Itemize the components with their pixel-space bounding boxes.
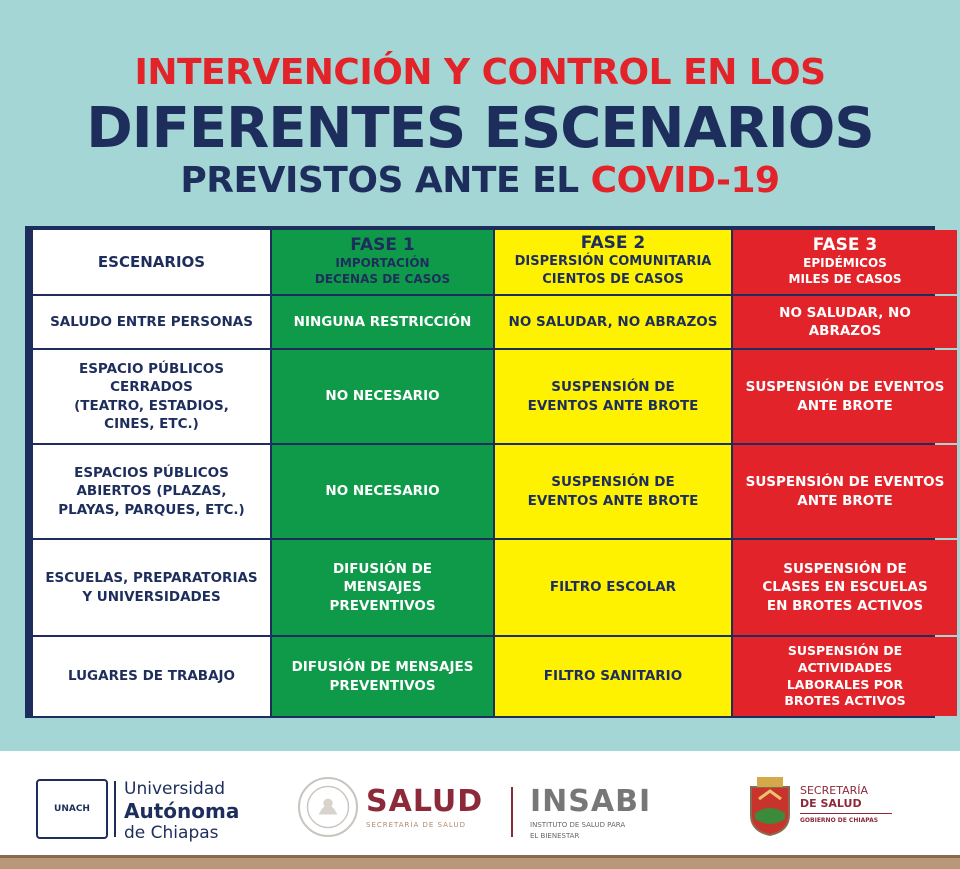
header-fase-1 [272,230,493,294]
row-2-fase-1-line: NO NECESARIO [325,388,440,405]
unach-seal-logo [36,779,108,839]
row-4-fase-3-line: CLASES EN ESCUELAS [762,579,928,596]
chiapas-secretaria-wordmark [800,784,892,825]
row-3-fase-1 [272,445,493,538]
row-2-fase-1 [272,350,493,443]
row-5-fase-2-line: FILTRO SANITARIO [543,668,683,685]
footer-logos [0,751,960,855]
fase-1-cases: DECENAS DE CASOS [314,272,451,287]
row-1-fase-3 [733,296,957,348]
row-2-scenario-line: CINES, ETC.) [104,415,199,432]
salud-wordmark [366,784,483,829]
row-5-fase-3-line: LABORALES POR [786,676,904,692]
row-1-fase-2-line: NO SALUDAR, NO ABRAZOS [508,313,718,330]
row-4-fase-3-line: EN BROTES ACTIVOS [766,597,924,614]
row-4-fase-1 [272,540,493,635]
row-3-fase-3 [733,445,957,538]
chiapas-line-1: SECRETARÍA [800,784,869,797]
row-1-scenario [33,296,270,348]
row-1-scenario-line: SALUDO ENTRE PERSONAS [50,313,253,330]
fase-2-cases: CIENTOS DE CASOS [542,272,684,288]
fase-1-title: FASE 1 [350,234,415,255]
fase-2-title: FASE 2 [580,233,646,254]
row-3-scenario-line: ESPACIOS PÚBLICOS [74,465,229,482]
row-2-scenario-line: (TEATRO, ESTADIOS, [74,397,229,414]
phases-table [25,226,945,718]
row-3-fase-2 [495,445,731,538]
fase-3-title: FASE 3 [812,234,878,255]
row-3-fase-2-line: EVENTOS ANTE BROTE [527,492,699,509]
row-2-fase-3-line: SUSPENSIÓN DE EVENTOS [745,379,945,396]
salud-insabi-divider [511,787,513,837]
unach-seal-text: UNACH [54,804,90,814]
unach-line-1: Universidad [124,779,226,799]
chiapas-shield-icon [747,773,793,837]
row-4-scenario [33,540,270,635]
row-2-fase-2-line: SUSPENSIÓN DE [551,379,675,396]
row-4-fase-3 [733,540,957,635]
chiapas-divider [800,813,892,814]
row-4-fase-1-line: MENSAJES [343,579,422,596]
fase-3-subtitle: EPIDÉMICOS [803,255,887,270]
row-5-scenario-line: LUGARES DE TRABAJO [67,668,236,685]
chiapas-line-3: GOBIERNO DE CHIAPAS [800,817,879,825]
row-3-fase-3-line: ANTE BROTE [797,492,893,509]
insabi-subtitle-1: INSTITUTO DE SALUD PARA [530,821,626,829]
row-2-fase-2-line: EVENTOS ANTE BROTE [527,397,699,414]
mexico-seal-icon [298,777,358,837]
header-fase-2 [495,230,731,294]
row-2-fase-2 [495,350,731,443]
row-1-fase-3-line: NO SALUDAR, NO ABRAZOS [779,304,911,339]
row-4-scenario-line: ESCUELAS, PREPARATORIAS [45,570,258,587]
title-line-2: DIFERENTES ESCENARIOS [86,96,874,161]
row-3-fase-3-line: SUSPENSIÓN DE EVENTOS [745,474,945,491]
row-4-scenario-line: Y UNIVERSIDADES [82,588,221,605]
row-3-scenario-line: PLAYAS, PARQUES, ETC.) [58,501,245,518]
row-4-fase-2-line: FILTRO ESCOLAR [549,579,677,596]
row-4-fase-2 [495,540,731,635]
unach-divider [114,781,116,837]
salud-subtitle: SECRETARÍA DE SALUD [366,821,466,829]
title-line-3-text: PREVISTOS ANTE EL [180,160,591,201]
row-5-fase-2 [495,637,731,716]
fase-1-subtitle: IMPORTACIÓN [335,255,430,270]
row-5-fase-1 [272,637,493,716]
row-4-fase-3-line: SUSPENSIÓN DE [783,561,907,578]
insabi-wordmark [530,784,651,841]
row-5-scenario [33,637,270,716]
row-2-fase-3 [733,350,957,443]
unach-line-3: de Chiapas [124,823,219,844]
row-2-scenario-line: CERRADOS [110,379,193,396]
header-escenarios [33,230,270,294]
row-1-fase-2 [495,296,731,348]
row-1-fase-1-line: NINGUNA RESTRICCIÓN [293,313,472,330]
header-escenarios-label: ESCENARIOS [97,252,206,271]
row-3-scenario [33,445,270,538]
row-1-fase-1 [272,296,493,348]
fase-2-subtitle: DISPERSIÓN COMUNITARIA [514,254,712,270]
row-5-fase-3-line: SUSPENSIÓN DE ACTIVIDADES [787,642,903,675]
row-2-scenario [33,350,270,443]
salud-name: SALUD [366,784,484,819]
unach-line-2: Autónoma [124,799,240,824]
header-fase-3 [733,230,957,294]
row-4-fase-1-line: PREVENTIVOS [329,597,436,614]
row-5-fase-3-line: BROTES ACTIVOS [784,693,906,709]
title-line-1: INTERVENCIÓN Y CONTROL EN LOS [134,52,826,93]
row-2-fase-3-line: ANTE BROTE [797,397,893,414]
insabi-name: INSABI [530,784,652,819]
fase-3-cases: MILES DE CASOS [788,272,902,287]
row-3-scenario-line: ABIERTOS (PLAZAS, [76,483,227,500]
row-3-fase-1-line: NO NECESARIO [325,483,440,500]
title-line-3-highlight: COVID-19 [590,160,780,201]
row-4-fase-1-line: DIFUSIÓN DE [332,561,433,578]
row-3-fase-2-line: SUSPENSIÓN DE [551,474,675,491]
row-2-scenario-line: ESPACIO PÚBLICOS [78,361,225,378]
chiapas-line-2: DE SALUD [800,797,862,811]
bottom-band [0,855,960,869]
row-5-fase-3 [733,637,957,716]
row-5-fase-1-line: DIFUSIÓN DE MENSAJES [291,659,474,676]
unach-wordmark [124,779,239,844]
insabi-subtitle-2: EL BIENESTAR [530,831,580,840]
title-line-3 [0,160,960,201]
row-5-fase-1-line: PREVENTIVOS [329,677,436,694]
